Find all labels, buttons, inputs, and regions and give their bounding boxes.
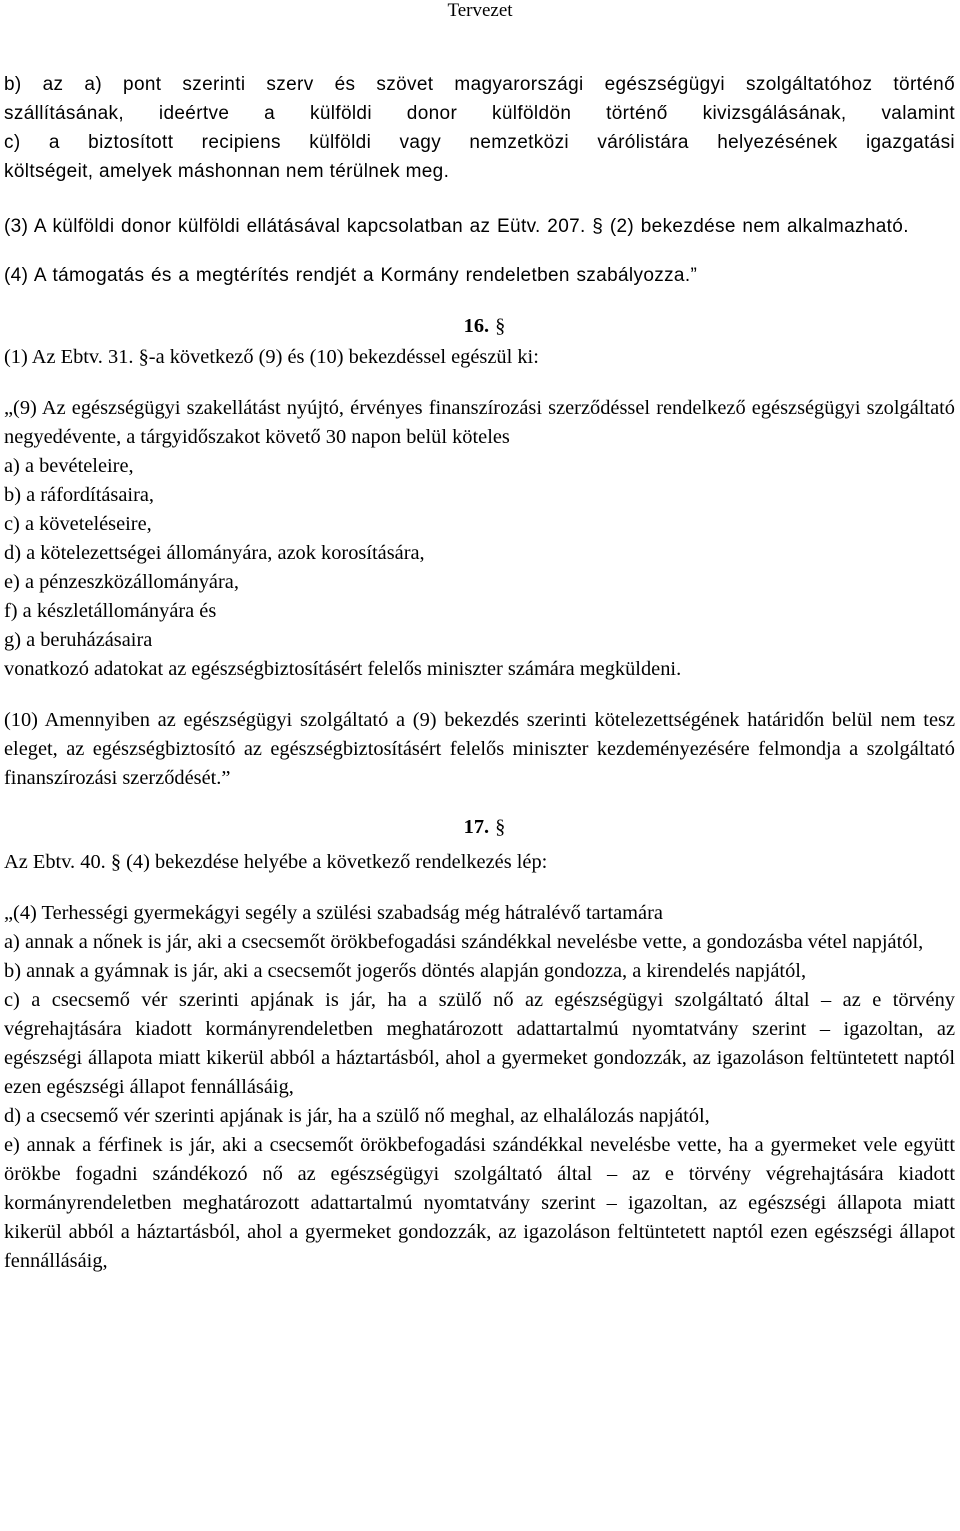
paragraph-3: (3) A külföldi donor külföldi ellátásával kapcsolatban az Eütv. 207. § (2) bekezdése nem alkalmazható. [4,216,909,237]
intro-line-1: b) az a) pont szerinti szerv és szövet magyarországi egészségügyi szolgáltatóhoz történő [4,74,955,95]
section-16-symbol: § [495,315,506,337]
list-item: d) a csecsemő vér szerinti apjának is jár, ha a szülő nő meghal, az elhalálozás napjától, [4,1105,710,1127]
list-item: c) a csecsemő vér szerinti apjának is jár, ha a szülő nő az egészségügyi szolgáltató által – az e törvény végrehajtására kiadott kormányrendeletben meghatározott adattartalmú nyomtatvány szerint – igazoltan, az egészségi állapota miatt kikerül abból a háztartásból, ahol a gyermeket gondozzák, az igazoláson feltüntetett naptól ezen egészségi állapot fennállásáig, [4,989,955,1098]
paragraph-9-lead: „(9) Az egészségügyi szakellátást nyújtó, érvényes finanszírozási szerződéssel rendelkező egészségügyi szolgáltató negyedévente, a tárgyidőszakot követő 30 napon belül köteles [4,397,955,448]
section-16-paragraph-9 [4,394,955,684]
paragraph-9-tail: vonatkozó adatokat az egészségbiztosításért felelős miniszter számára megküldeni. [4,658,682,680]
intro-line-4: költségeit, amelyek máshonnan nem térülnek meg. [4,161,450,182]
list-item: c) a követeléseire, [4,513,152,535]
section-16-paragraph-10: (10) Amennyiben az egészségügyi szolgáltató a (9) bekezdés szerinti kötelezettségének határidőn belül nem tesz eleget, az egészségbiztosító az egészségbiztosításért felelős miniszter kezdeményezésére felmondja a szolgáltató finanszírozási szerződését.” [4,709,955,789]
list-item: a) annak a nőnek is jár, aki a csecsemőt örökbefogadási szándékkal nevelésbe vette, a gondozásba vétel napjától, [4,931,924,953]
list-item: a) a bevételeire, [4,455,134,477]
section-17-intro: Az Ebtv. 40. § (4) bekezdése helyébe a következő rendelkezés lép: [4,851,548,873]
list-item: b) a ráfordításaira, [4,484,155,506]
section-17-number: 17. [463,816,490,838]
list-item: d) a kötelezettségei állományára, azok korosítására, [4,542,425,564]
section-17-symbol: § [495,816,506,838]
intro-line-2: szállításának, ideértve a külföldi donor külföldön történő kivizsgálásának, valamint [4,103,955,124]
page-header [0,0,960,22]
section-16-intro: (1) Az Ebtv. 31. §-a következő (9) és (10) bekezdéssel egészül ki: [4,346,539,368]
document-body [4,70,955,1276]
header-title: Tervezet [447,0,513,21]
list-item: e) a pénzeszközállományára, [4,571,239,593]
list-item: e) annak a férfinek is jár, aki a csecsemőt örökbefogadási szándékkal nevelésbe vette, ha a gyermeket vele együtt örökbe fogadni szándékozó nő az egészségügyi szolgáltató által – az e törvény végrehajtására kiadott kormányrendeletben meghatározott adattartalmú nyomtatvány szerint – igazoltan, az egészségi állapota miatt kikerül abból a háztartásból, ahol a gyermeket gondozzák, az igazoláson feltüntetett naptól ezen egészségi állapot fennállásáig, [4,1134,955,1272]
intro-line-3: c) a biztosított recipiens külföldi vagy nemzetközi várólistára helyezésének igazgatási [4,132,955,153]
intro-block [4,70,955,186]
section-17-heading [4,813,955,842]
section-16-heading [4,312,955,341]
list-item: f) a készletállományára és [4,600,217,622]
list-item: g) a beruházásaira [4,629,153,651]
paragraph-4: (4) A támogatás és a megtérítés rendjét a Kormány rendeletben szabályozza.” [4,265,698,286]
paragraph-4-lead: „(4) Terhességi gyermekágyi segély a szülési szabadság még hátralévő tartamára [4,902,663,924]
section-17-paragraph-4 [4,899,955,1276]
section-16-number: 16. [463,315,490,337]
list-item: b) annak a gyámnak is jár, aki a csecsemőt jogerős döntés alapján gondozza, a kirendelés napjától, [4,960,807,982]
